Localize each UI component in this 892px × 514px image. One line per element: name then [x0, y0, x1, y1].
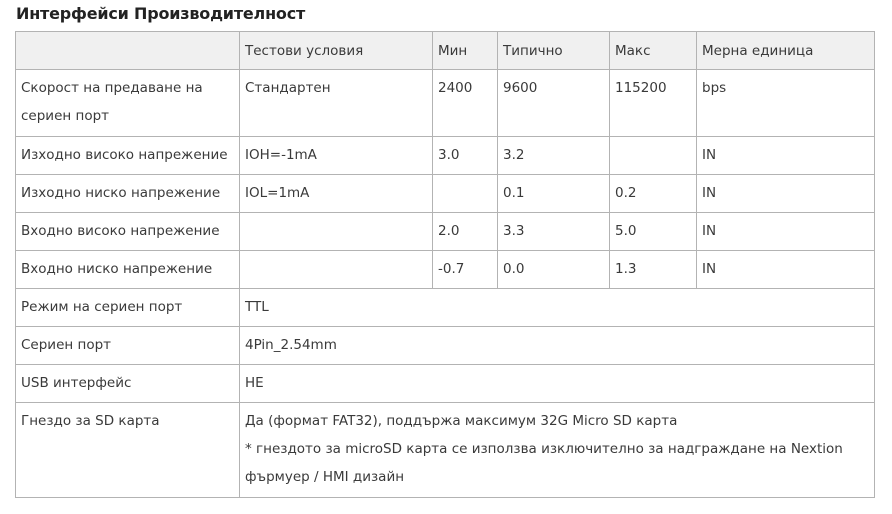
table-cell: IOH=-1mA	[240, 137, 433, 175]
table-row	[16, 327, 875, 365]
table-cell: IN	[697, 251, 875, 289]
table-cell: 1.3	[610, 251, 697, 289]
table-cell: IN	[697, 137, 875, 175]
table-cell: 0.1	[498, 175, 610, 213]
table-cell: Сериен порт	[16, 327, 240, 365]
table-cell: IN	[697, 213, 875, 251]
table-row	[16, 289, 875, 327]
table-cell: 9600	[498, 70, 610, 137]
table-row	[16, 365, 875, 403]
header-cell: Тестови условия	[240, 32, 433, 70]
table-cell: 4Pin_2.54mm	[240, 327, 875, 365]
table-cell	[240, 213, 433, 251]
table-cell: 3.0	[433, 137, 498, 175]
table-row	[16, 251, 875, 289]
table-cell: 115200	[610, 70, 697, 137]
table-cell: 0.0	[498, 251, 610, 289]
table-cell	[433, 175, 498, 213]
table-cell: 3.2	[498, 137, 610, 175]
table-cell: IOL=1mA	[240, 175, 433, 213]
table-cell: TTL	[240, 289, 875, 327]
table-cell: bps	[697, 70, 875, 137]
sd-note-text: * гнездото за microSD карта се използва изключително за надграждане на Nextion фърмуер / HMI дизайн	[245, 441, 843, 485]
table-row	[16, 175, 875, 213]
header-cell: Макс	[610, 32, 697, 70]
table-row	[16, 137, 875, 175]
table-cell: IN	[697, 175, 875, 213]
table-cell: Входно ниско напрежение	[16, 251, 240, 289]
table-cell: -0.7	[433, 251, 498, 289]
table-cell	[240, 251, 433, 289]
table-row	[16, 403, 875, 498]
sd-support-text: Да (формат FAT32), поддържа максимум 32G Micro SD карта	[245, 413, 678, 429]
table-header-row	[16, 32, 875, 70]
table-cell	[610, 137, 697, 175]
table-cell: USB интерфейс	[16, 365, 240, 403]
table-cell: 3.3	[498, 213, 610, 251]
table-row	[16, 213, 875, 251]
performance-table	[15, 31, 875, 498]
table-cell: Гнездо за SD карта	[16, 403, 240, 498]
table-cell: Изходно високо напрежение	[16, 137, 240, 175]
table-cell: Входно високо напрежение	[16, 213, 240, 251]
header-cell: Мерна единица	[697, 32, 875, 70]
header-cell: Мин	[433, 32, 498, 70]
table-cell: 2.0	[433, 213, 498, 251]
table-row	[16, 70, 875, 137]
table-cell: Режим на сериен порт	[16, 289, 240, 327]
header-cell	[16, 32, 240, 70]
table-cell: Скорост на предаване на сериен порт	[16, 70, 240, 137]
table-cell: 2400	[433, 70, 498, 137]
section-title: Интерфейси Производителност	[16, 4, 306, 23]
table-cell: НЕ	[240, 365, 875, 403]
table-cell: 0.2	[610, 175, 697, 213]
table-cell: Изходно ниско напрежение	[16, 175, 240, 213]
table-cell: 5.0	[610, 213, 697, 251]
header-cell: Типично	[498, 32, 610, 70]
table-cell: Стандартен	[240, 70, 433, 137]
table-cell	[240, 403, 875, 498]
